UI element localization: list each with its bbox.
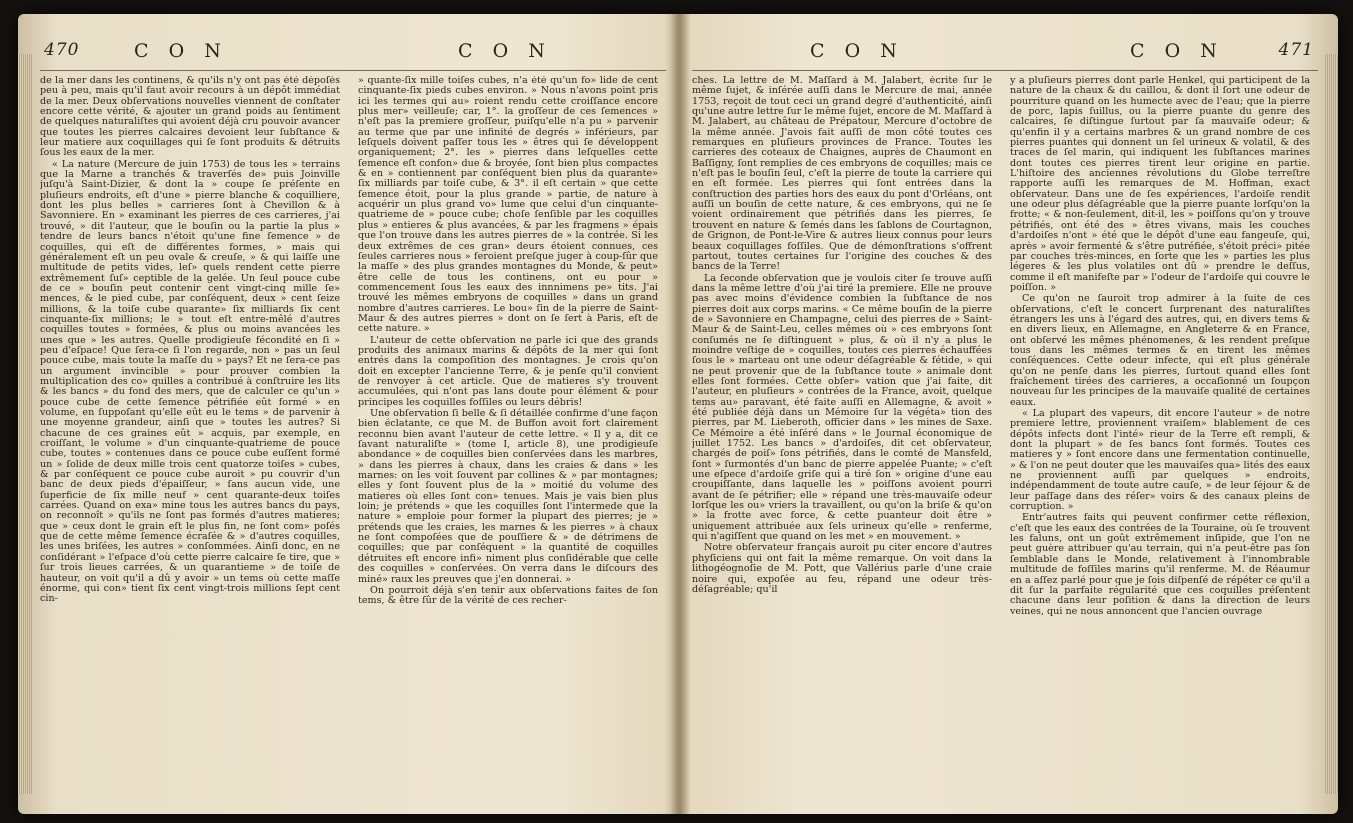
paragraph: L'auteur de cette obſervation ne parle ici que des grands produits des animaux marins & dépôts de la mer qui ſont entrés dans la compoſition des montagnes. Je crois qu'on doit en excepter l'ancienne Terre, & je penſe qu'il convient de renvoyer à cet article. Que de matieres s'y trouvent accumulées, qui n'ont pas lans doute pour élément & pour principes les coquilles foſſiles ou leurs débris! <box>358 334 658 408</box>
open-book <box>18 14 1338 814</box>
right-page <box>692 36 1318 802</box>
running-head-left: C O N <box>810 40 904 62</box>
paragraph: « La plupart des vapeurs, dit encore l'auteur » de notre premiere lettre, proviennent vraiſem» blablement de ces dépôts infects dont l'inté» rieur de la Terre eſt rempli, & dont la plupart » de ſes bancs ſont formés. Toutes ces matieres y » ſont encore dans une fermentation continuelle, » & l'on ne peut douter que les mauvaiſes qua» lités des eaux ne proviennent auſſi par quelques » endroits, indépendamment de toute autre cauſe, » de leur ſéjour & de leur paſſage dans des réſer» voirs & des canaux pleins de corruption. » <box>1010 408 1310 513</box>
page-number-471: 471 <box>1278 40 1314 60</box>
running-head-right: C O N <box>1130 40 1224 62</box>
paragraph: » quante-ſix mille toiſes cubes, n'a été qu'un fo» lide de cent cinquante-ſix pieds cubes environ. » Nous n'avons point pris ici les termes qui au» roient rendu cette croiſſance encore plus mer» veilleuſe; car, 1°. la groſſeur de ces ſemences » n'eſt pas la premiere groſſeur, puiſqu'elle n'a pu » parvenir au terme que par une infinité de degrés » inférieurs, par leſquels doivent paſſer tous les » êtres qui ſe développent organiquement; 2°. les » pierres dans leſquelles cette ſemence eſt confon» due & broyée, ſont bien plus compactes & en » contiennent par conſéquent bien plus da quarante» ſix milliards par toiſe cube, & 3°. il eſt certain » que cette ſemence étoit, pour la plus grande » partie, de nature à acquérir un plus grand vo» lume que celui d'un cinquante-quatrieme de » pouce cube; choſe ſenſible par les coquilles plus » entieres & plus avancées, & par les fragmens » épais que l'on trouve dans les autres pierres de » la contrée. Si les deux extrêmes de ces gran» deurs étoient connues, ces ſeules carrieres nous » feroient preſque juger à coup-ſûr que la maſſe » des plus grandes montagnes du Monde, & peut» être celle de tous les continens, ont eu pour » commencement ſous les eaux des innnimens pe» tits. J'ai trouvé les mêmes embryons de coquilles » dans un grand nombre d'autres carrieres. Le bou» ſin de la pierre de Saint-Maur & des autres pierres » dont on ſe ſert à Paris, eſt de cette nature. » <box>358 76 658 335</box>
paragraph: Entr'autres faits qui peuvent confirmer cette réflexion, c'eſt que les eaux des contrées de la Touraine, où ſe trouvent les faluns, ont un goût extrêmement inſipide, que l'on ne peut guère attribuer qu'au terrain, qui n'a peut-être pas ſon ſemblable dans le Monde, relativement à l'innombrable multitude de foſſiles marins qu'il renferme. M. de Réaumur en a aſſez parlé pour que je ſois diſpenſé de répéter ce qu'il a dit ſur la parfaite régularité que ces coquilles préſentent chacune dans leur poſition & dans la direction de leurs veines, qui ne nous annoncent que l'ancien ouvrage <box>1010 512 1310 617</box>
paragraph: « La nature (Mercure de juin 1753) de tous les » terrains que la Marne a tranchés & traverſés de» puis Joinville juſqu'à Saint-Dizier, & dont la » coupe ſe préſente en pluſieurs endroits, eſt d'une » pierre blanche & coquilliere, dont les plus belles » carrieres ſont à Chevillon & à Savonniere. En » examinant les pierres de ces carrieres, j'ai trouvé, » dit l'auteur, que le bouſin ou la partie la plus » tendre de leurs bancs n'étoit qu'une fine ſemence » de coquilles, qui eſt de différentes formes, » mais qui généralement eſt un peu ovale & creuſe, » & qui laiſſe une multitude de petits vides, leſ» quels rendent cette pierre extrêmement ſuſ» ceptible de la gelée. Un ſeul pouce cube de ce » bouſin peut contenir cent vingt-cinq mille ſe» mences, & le pied cube, par conſéquent, deux » cent ſeize millions, & la toiſe cube quarante» ſix milliards ſix cent cinquante-ſix millions; le » tout eſt entre-mêlé d'autres coquilles toutes » formées, & plus ou moins avancées les unes que » les autres. Quelle prodigieuſe fécondité en ſi » peu d'eſpace! Que ſera-ce ſi l'on regarde, non » pas un ſeul pouce cube, mais toute la maſſe du » pays? Et ne ſera-ce pas un argument invincible » pour prouver combien la multiplication des co» quilles a contribué à conſtruire les lits & les bancs » du fond des mers, que de calculer ce qu'un » pouce cube de cette ſemence pétrifiée eût formé » en volume, en ſuppoſant qu'elle eût eu le tems » de parvenir à une moyenne grandeur, ainſi que » toutes les autres? Si chacune de ces graines eût » acquis, par exemple, en croiſſant, le volume » d'un cinquante-quatrieme de pouce cube, toutes » contenues dans ce pouce cube euſſent formé un » ſolide de deux mille trois cent quatorze toiſes » cubes, & par conſéquent ce pouce cube auroit » pu couvrir d'un banc de deux pieds d'épaiſſeur, » ſans aucun vide, une ſuperficie de ſix mille neuf » cent quarante-deux toiſes carrées. Quand on exa» mine tous les autres bancs du pays, on reconnoît » qu'ils ne ſont pas formés d'autres matieres; que » ceux dont le grain eſt le plus fin, ne ſont com» poſés que de cette même ſemence écraſée & » d'autres coquilles, les unes briſées, les autres » conſommées. Ainſi donc, en ne conſidérant » l'eſpace d'où cette pierre calcaire ſe tire, que » ſur trois lieues carrées, & un quarantieme » de toiſe de hauteur, on voit qu'il a dû y avoir » un tems où cette maſſe énorme, qui con» tient ſix cent vingt-trois millions ſept cent cin- <box>40 158 340 605</box>
right-running-head <box>692 36 1318 71</box>
paragraph: Ce qu'on ne ſauroit trop admirer à la ſuite de ces obſervations, c'eſt le concert ſurprenant des naturaliſtes étrangers les uns à l'égard des autres, qui, en divers tems & en divers lieux, en Allemagne, en Angleterre & en France, ont obſervé les mêmes phénomenes, & les rendent preſque tous dans les mêmes termes & en tirent les mêmes conſéquences. Cette odeur infecte, qui eſt plus générale qu'on ne penſe dans les pierres, ſurtout quand elles ſont fraîchement tirées des carrieres, a occaſionné un ſoupçon nouveau ſur les principes de la mauvaiſe qualité de certaines eaux. <box>1010 293 1310 408</box>
paragraph: de la mer dans les continens, & qu'ils n'y ont pas été dépoſés peu à peu, mais qu'il faut avoir recours à un dépôt immédiat de la mer. Deux obſervations nouvelles viennent de conſtater encore cette vérité, & ajouter un grand poids au ſentiment de quelques naturaliſtes qui avoient déjà cru pouvoir avancer que toutes les pierres calcaires devoient leur ſubſtance & leur matiere aux coquillages qui ſe ſont produits & détruits ſous les eaux de la mer. <box>40 76 340 159</box>
paragraph: Notre obſervateur français auroit pu citer encore d'autres phyſiciens qui ont fait la même remarque. On voit dans la lithogéognoſie de M. Pott, que Vallérius parle d'une craie noire qui, expoſée au feu, répand une odeur très-déſagréable; qu'il <box>692 542 992 595</box>
running-head-left: C O N <box>134 40 228 62</box>
right-page-edges <box>1324 54 1338 794</box>
paragraph: On pourroit déjà s'en tenir aux obſervations faites de ſon tems, & être ſûr de la vérité de ces recher- <box>358 584 658 607</box>
left-page-column-2 <box>358 76 658 802</box>
paragraph: La ſeconde obſervation que je voulois citer ſe trouve auſſi dans la même lettre d'où j'ai tiré la premiere. Elle ne prouve pas avec moins d'évidence combien la ſubſtance de nos pierres doit aux corps marins. « Ce même bouſin de la pierre de » Savonniere en Champagne, celui des pierres de » Saint-Maur & de Saint-Leu, celles mêmes où » ces embryons ſont conſumés ne ſe diſtinguent » plus, & où il n'y a plus le moindre veſtige de » coquilles, toutes ces pierres échauffées ſous le » marteau ont une odeur déſagréable & fétide, » qui ne peut provenir que de la ſubſtance toute » animale dont elles ſont formées. Cette obſer» vation que j'ai faite, dit l'auteur, en pluſieurs » contrées de la France, avoit, quelque tems au» paravant, été faite auſſi en Allemagne, & avoit » été publiée déjà dans un Mémoire ſur la végéta» tion des pierres, par M. Lieberoth, officier dans » les mines de Saxe. Ce Mémoire a été inſéré dans » le Journal économique de juillet 1752. Les bancs » d'ardoiſes, dit cet obſervateur, chargés de poiſ» ſons pétrifiés, dans le comté de Mansfeld, ſont » ſurmontés d'un banc de pierre appelée Puante; » c'eſt une eſpece d'ardoiſe griſe qui a tiré ſon » origine d'une eau croupiſſante, dans laquelle les » poiſſons avoient pourri avant de ſe pétrifier; elle » répand une très-mauvaiſe odeur lorſque les ou» vriers la travaillent, ou qu'on la briſe & qu'on » la frotte avec force, & cette puanteur doit être » uniquement attribuée aux ſels urineux qu'elle » renferme, qui n'agiſſent que quand on les met » en mouvement. » <box>692 272 992 543</box>
running-head-right: C O N <box>458 40 552 62</box>
right-page-column-2 <box>1010 76 1310 802</box>
page-number-470: 470 <box>44 40 80 60</box>
paragraph: Une obſervation ſi belle & ſi détaillée confirme d'une façon bien éclatante, ce que M. de Buffon avoit fort clairement reconnu bien avant l'auteur de cette lettre. « Il y a, dit ce ſavant naturaliſte » (tome I, article 8), une prodigieuſe abondance » de coquilles bien conſervées dans les marbres, » dans les pierres à chaux, dans les craies & dans » les marnes: on les voit ſouvent par collines & » par montagnes; elles y ſont ſouvent plus de la » moitié du volume des matieres où elles ſont con» tenues. Mais je vais bien plus loin; je prétends » que les coquilles ſont l'intermede que la nature » emploie pour former la plupart des pierres; je » prétends que les craies, les marnes & les pierres » à chaux ne ſont compoſées que de pouſſiere & » de détrimens de coquilles; que par conſéquent » la quantité de coquilles détruites eſt encore infi» niment plus conſidérable que celle des coquilles » conſervées. On verra dans le diſcours des miné» raux les preuves que j'en donnerai. » <box>358 408 658 585</box>
left-running-head <box>40 36 666 71</box>
left-page-edges <box>18 54 32 794</box>
paragraph: ches. La lettre de M. Maſſard à M. Jalabert, écrite ſur le même ſujet, & inſérée auſſi dans le Mercure de mai, année 1753, reçoit de tout ceci un grand degré d'authenticité, ainſi qu'une autre lettre ſur le même ſujet, encore de M. Maſſard à M. Jalabert, au château de Prépatour, Mercure d'octobre de la même année. J'avois fait auſſi de mon côté toutes ces remarques en pluſieurs provinces de France. Toutes les carrieres des coteaux de Chaignes, auprès de Chaumont en Baſſigny, ſont remplies de ces embryons de coquilles; mais ce n'eſt pas le bouſin ſeul, c'eſt la pierre de toute la carriere qui en eſt formée. Les pierres qui ſont entrées dans la conſtruction des parties hors des eaux du pont d'Orléans, ont auſſi un bouſin de cette nature, & ces embryons, qui ne ſe voient ordinairement que pétrifiés dans les pierres, ſe trouvent en nature & ſemés dans les ſablons de Courtagnon, de Grignon, de Pont-le-Vire & autres lieux connus pour leurs beaux coquillages foſſiles. Que de démonſtrations s'offrent partout, toutes certaines ſur l'origine des couches & des bancs de la Terre! <box>692 76 992 273</box>
book-gutter <box>670 14 690 814</box>
paragraph: y a pluſieurs pierres dont parle Henkel, qui participent de la nature de la chaux & du caillou, & dont il ſort une odeur de pourriture quand on les humecte avec de l'eau; que la pierre de porc, lapis ſuillus, ou la pierre puante du genre des calcaires, ſe diſtingue ſurtout par ſa mauvaiſe odeur; & qu'enfin il y a certains marbres & un grand nombre de ces pierres puantes qui donnent un ſel urineux & volatil, & des traces de ſel marin, qui indiquent les ſubſtances marines dont toutes ces pierres tirent leur origine en partie. L'hiſtoire des anciennes révolutions du Globe terreſtre rapporte auſſi les remarques de M. Hoffman, exact obſervateur. Dans une de ſes expériences, l'ardoiſe rendit une odeur plus déſagréable que la pierre puante lorſqu'on la frotte; « & non-ſeulement, dit-il, les » poiſſons qu'on y trouve pétrifiés, ont été des » êtres vivans, mais les couches d'ardoiſes n'ont » été que le dépôt d'une eau fangeuſe, qui, après » avoir fermenté & s'être putréfiée, s'étoit préci» pitée par couches très-minces, en ſorte que les » parties les plus légeres & les plus volatiles ont dû » prendre le deſſus, comme il eſt manifeſte par » l'odeur de l'ardoiſe qui couvre le poiſſon. » <box>1010 76 1310 293</box>
left-page-column-1 <box>40 76 340 802</box>
left-page <box>40 36 666 802</box>
right-page-column-1 <box>692 76 992 802</box>
